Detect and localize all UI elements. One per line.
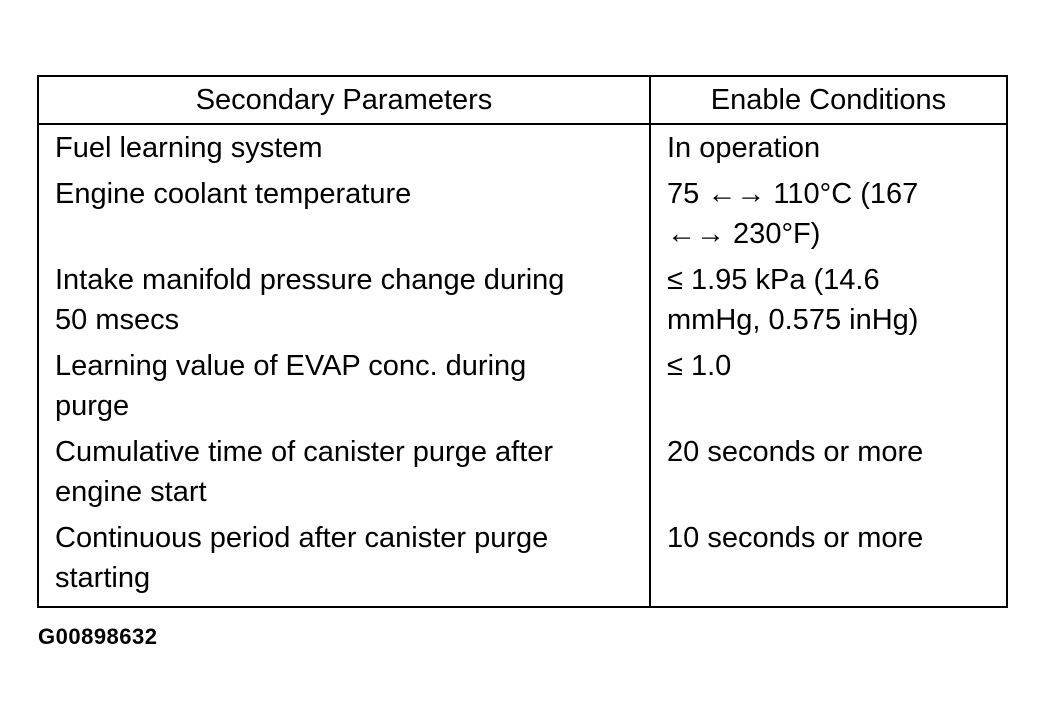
param-cell — [38, 343, 650, 429]
table-row — [38, 515, 1007, 607]
secondary-parameters-table — [37, 75, 1008, 608]
condition-text: 10 seconds or more — [667, 522, 924, 554]
table-header-row — [38, 76, 1007, 124]
condition-text: 20 seconds or more — [667, 436, 924, 468]
table-row — [38, 124, 1007, 171]
condition-text: In operation — [667, 132, 821, 164]
condition-text: ≤ 1.95 kPa (14.6 mmHg, 0.575 inHg) — [667, 264, 919, 336]
condition-cell — [650, 515, 1007, 607]
figure-id: G00898632 — [38, 624, 158, 649]
table-row — [38, 429, 1007, 515]
param-cell — [38, 171, 650, 257]
param-text: Fuel learning system — [55, 132, 323, 164]
param-text: Cumulative time of canister purge after engine start — [55, 436, 554, 508]
table-row — [38, 257, 1007, 343]
condition-cell — [650, 429, 1007, 515]
condition-cell — [650, 257, 1007, 343]
param-cell — [38, 429, 650, 515]
param-text: Learning value of EVAP conc. during purge — [55, 350, 527, 422]
param-cell — [38, 124, 650, 171]
table-row — [38, 171, 1007, 257]
condition-cell — [650, 124, 1007, 171]
parameters-table-container — [37, 75, 1006, 608]
header-enable-conditions: Enable Conditions — [650, 76, 1007, 124]
condition-text: 75 ←→ 110°C (167 ←→ 230°F) — [667, 178, 919, 250]
param-cell — [38, 257, 650, 343]
condition-cell — [650, 171, 1007, 257]
table-row — [38, 343, 1007, 429]
param-text: Continuous period after canister purge starting — [55, 522, 549, 594]
condition-text: ≤ 1.0 — [667, 350, 732, 382]
param-cell — [38, 515, 650, 607]
header-secondary-parameters: Secondary Parameters — [38, 76, 650, 124]
condition-cell — [650, 343, 1007, 429]
param-text: Intake manifold pressure change during 50 msecs — [55, 264, 565, 336]
param-text: Engine coolant temperature — [55, 178, 412, 210]
